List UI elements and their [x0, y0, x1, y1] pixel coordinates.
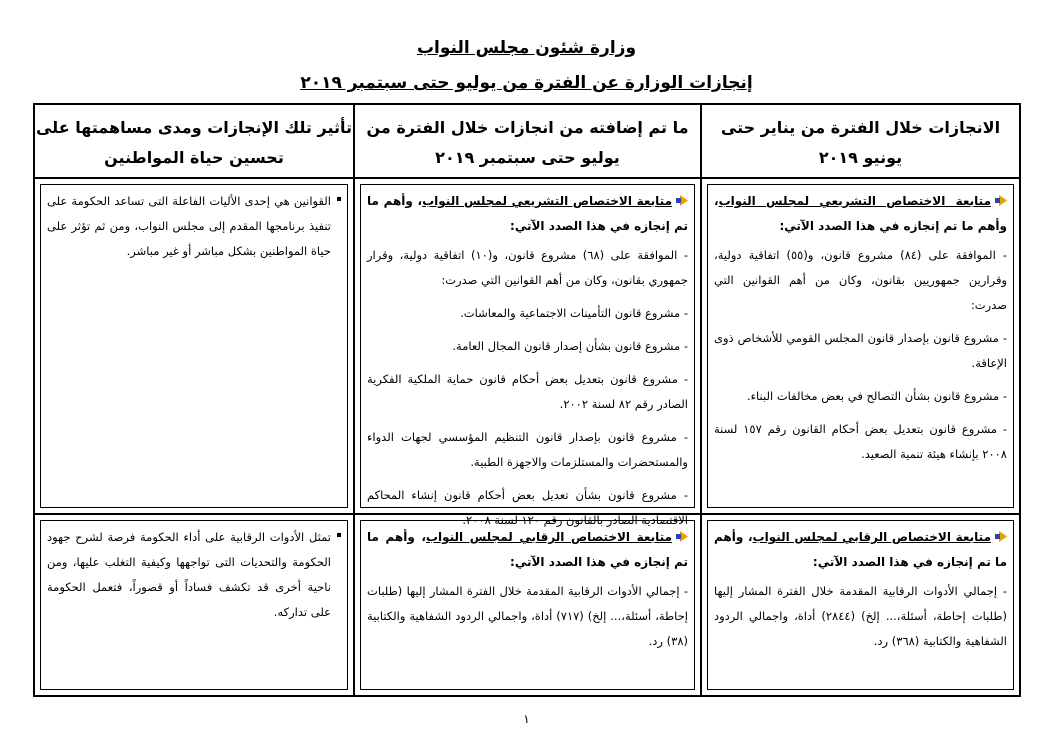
cell-r1-col1 — [701, 178, 1020, 514]
list-item: - الموافقة على (٦٨) مشروع قانون، و(١٠) اتفاقية دولية، وقرار جمهوري بقانون، وكان من أهم القوانين التي صدرت: — [367, 243, 688, 293]
table-row — [34, 514, 1020, 696]
impact-text: تمثل الأدوات الرقابية على أداء الحكومة فرصة لشرح جهود الحكومة والتحديات التى تواجهها وكيفية التغلب عليها، ومن ناحية أخرى قد تكشف فساداً أو قصوراً، فتعمل الحكومة على تداركه. — [47, 525, 341, 625]
list-item: - مشروع قانون بإصدار قانون المجلس القومي للأشخاص ذوى الإعاقة. — [714, 326, 1007, 376]
header-cell-col3: تأثير تلك الإنجازات ومدى مساهمتها على تحسين حياة المواطنين — [34, 104, 354, 178]
cell-title: متابعة الاختصاص التشريعي لمجلس النواب، وأهم ما تم إنجازه في هذا الصدد الآتي: — [367, 189, 688, 239]
page-number: ١ — [523, 712, 530, 726]
cell-r1-col2 — [354, 178, 701, 527]
table-row — [34, 178, 1020, 514]
pointer-bullet-icon — [995, 190, 1007, 201]
page-title: وزارة شئون مجلس النواب — [416, 38, 637, 58]
header-cell-col1: الانجازات خلال الفترة من يناير حتى يونيو ٢٠١٩ — [701, 104, 1020, 178]
list-item: - مشروع قانون بتعديل بعض أحكام القانون رقم ١٥٧ لسنة ٢٠٠٨ بإنشاء هيئة تنمية الصعيد. — [714, 417, 1007, 467]
cell-r2-col3 — [34, 514, 354, 696]
list-item: - مشروع قانون بشأن تعديل بعض أحكام قانون إنشاء المحاكم الاقتصادية الصادر بالقانون رقم ١٢٠ لسنة ٢٠٠٨. — [367, 483, 688, 533]
achievements-table — [33, 103, 1021, 697]
table-header-row — [34, 104, 1020, 178]
list-item: - مشروع قانون بشأن التصالح في بعض مخالفات البناء. — [714, 384, 1007, 409]
cell-r1-col3 — [34, 178, 354, 514]
impact-text: القوانين هي إحدى الأليات الفاعلة التى تساعد الحكومة على تنفيذ برنامجها المقدم إلى مجلس النواب، ومن ثم تؤثر على حياة المواطنين بشكل مباشر أو غير مباشر. — [47, 189, 341, 264]
list-item: - مشروع قانون بشأن إصدار قانون المجال العامة. — [367, 334, 688, 359]
pointer-bullet-icon — [676, 526, 688, 537]
list-item: - إجمالي الأدوات الرقابية المقدمة خلال الفترة المشار إليها (طلبات إحاطة، أسئلة،... إلخ) (٢٨٤٤) أداة، واجمالي الردود الشفاهية والكتابية (٣٦٨) رد. — [714, 579, 1007, 654]
list-item: - مشروع قانون التأمينات الاجتماعية والمعاشات. — [367, 301, 688, 326]
cell-r2-col2 — [354, 514, 701, 696]
cell-title: متابعة الاختصاص الرقابي لمجلس النواب، وأهم ما تم إنجازه في هذا الصدد الآتي: — [367, 525, 688, 575]
list-item: - إجمالي الأدوات الرقابية المقدمة خلال الفترة المشار إليها (طلبات إحاطة، أسئلة،... إلخ) (٧١٧) أداة، واجمالي الردود الشفاهية والكتابية (٣٨) رد. — [367, 579, 688, 654]
page-subtitle: إنجازات الوزارة عن الفترة من يوليو حتى سبتمبر ٢٠١٩ — [300, 73, 753, 93]
cell-r2-col1 — [701, 514, 1020, 696]
list-item: - الموافقة على (٨٤) مشروع قانون، و(٥٥) اتفاقية دولية، وقرارين جمهوريين بقانون، وكان من أهم القوانين التي صدرت: — [714, 243, 1007, 318]
cell-title: متابعة الاختصاص التشريعي لمجلس النواب، وأهم ما تم إنجازه في هذا الصدد الآتي: — [714, 189, 1007, 239]
pointer-bullet-icon — [995, 526, 1007, 537]
pointer-bullet-icon — [676, 190, 688, 201]
list-item: - مشروع قانون بإصدار قانون التنظيم المؤسسي لجهات الدواء والمستحضرات والمستلزمات والاجهزة الطبية. — [367, 425, 688, 475]
header-cell-col2: ما تم إضافته من انجازات خلال الفترة من يوليو حتى سبتمبر ٢٠١٩ — [354, 104, 701, 178]
square-bullet-icon — [337, 197, 341, 201]
cell-title: متابعة الاختصاص الرقابي لمجلس النواب، وأهم ما تم إنجازه في هذا الصدد الآتي: — [714, 525, 1007, 575]
list-item: - مشروع قانون بتعديل بعض أحكام قانون حماية الملكية الفكرية الصادر رقم ٨٢ لسنة ٢٠٠٢. — [367, 367, 688, 417]
square-bullet-icon — [337, 533, 341, 537]
